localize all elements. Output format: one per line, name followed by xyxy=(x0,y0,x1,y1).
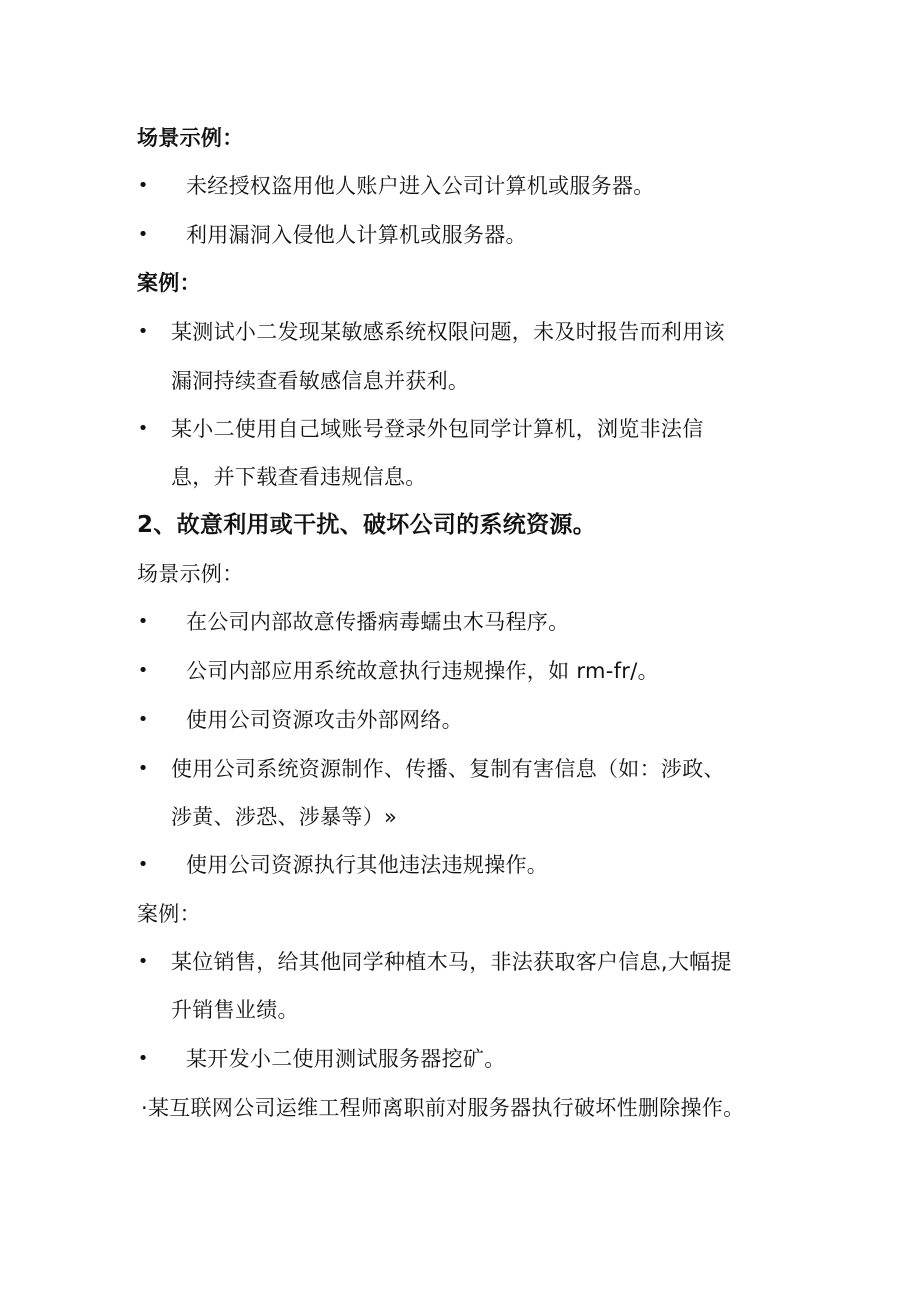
scene-item: 在公司内部故意传播病毒蠕虫木马程序。 xyxy=(186,610,570,634)
scene-item: 使用公司资源执行其他违法违规操作。 xyxy=(186,853,549,877)
scene-heading-2: 场景示例： xyxy=(137,562,244,586)
bullet-icon: • xyxy=(137,1048,149,1069)
scene-item: 利用漏洞入侵他人计算机或服务器。 xyxy=(186,223,527,247)
case-item: ·某互联网公司运维工程师离职前对服务器执行破坏性删除操作。 xyxy=(141,1096,745,1120)
bullet-icon: • xyxy=(137,854,149,875)
bullet-icon: • xyxy=(137,224,149,245)
scene-heading-1: 场景示例： xyxy=(137,126,244,150)
scene-item: 公司内部应用系统故意执行违规操作，如 rm-fr/。 xyxy=(186,659,659,683)
bullet-icon: • xyxy=(137,611,149,632)
bullet-icon: • xyxy=(137,418,149,439)
case-item-line: 漏洞持续查看敏感信息并获利。 xyxy=(171,369,470,393)
case-item: 某开发小二使用测试服务器挖矿。 xyxy=(186,1047,506,1071)
scene-item: 未经授权盗用他人账户进入公司计算机或服务器。 xyxy=(186,174,655,198)
scene-item-line: 使用公司系统资源制作、传播、复制有害信息（如：涉政、 xyxy=(171,757,725,781)
case-heading-1: 案例： xyxy=(137,271,201,295)
bullet-icon: • xyxy=(137,951,149,972)
bullet-icon: • xyxy=(137,321,149,342)
bullet-icon: • xyxy=(137,709,149,730)
section-title: 2、故意利用或干扰、破坏公司的系统资源。 xyxy=(137,512,597,538)
case-item-line: 某小二使用自己域账号登录外包同学计算机，浏览非法信 xyxy=(171,417,704,441)
case-item-line: 某位销售，给其他同学种植木马，非法获取客户信息,大幅提 xyxy=(171,950,732,974)
bullet-icon: • xyxy=(137,758,149,779)
case-item-line: 息，并下载查看违规信息。 xyxy=(171,465,427,489)
case-item-line: 升销售业绩。 xyxy=(171,998,299,1022)
bullet-icon: • xyxy=(137,175,149,196)
case-item-line: 某测试小二发现某敏感系统权限问题，未及时报告而利用该 xyxy=(171,320,725,344)
case-heading-2: 案例： xyxy=(137,902,201,926)
bullet-icon: • xyxy=(137,660,149,681)
scene-item-line: 涉黄、涉恐、涉暴等）» xyxy=(171,805,398,829)
scene-item: 使用公司资源攻击外部网络。 xyxy=(186,708,463,732)
